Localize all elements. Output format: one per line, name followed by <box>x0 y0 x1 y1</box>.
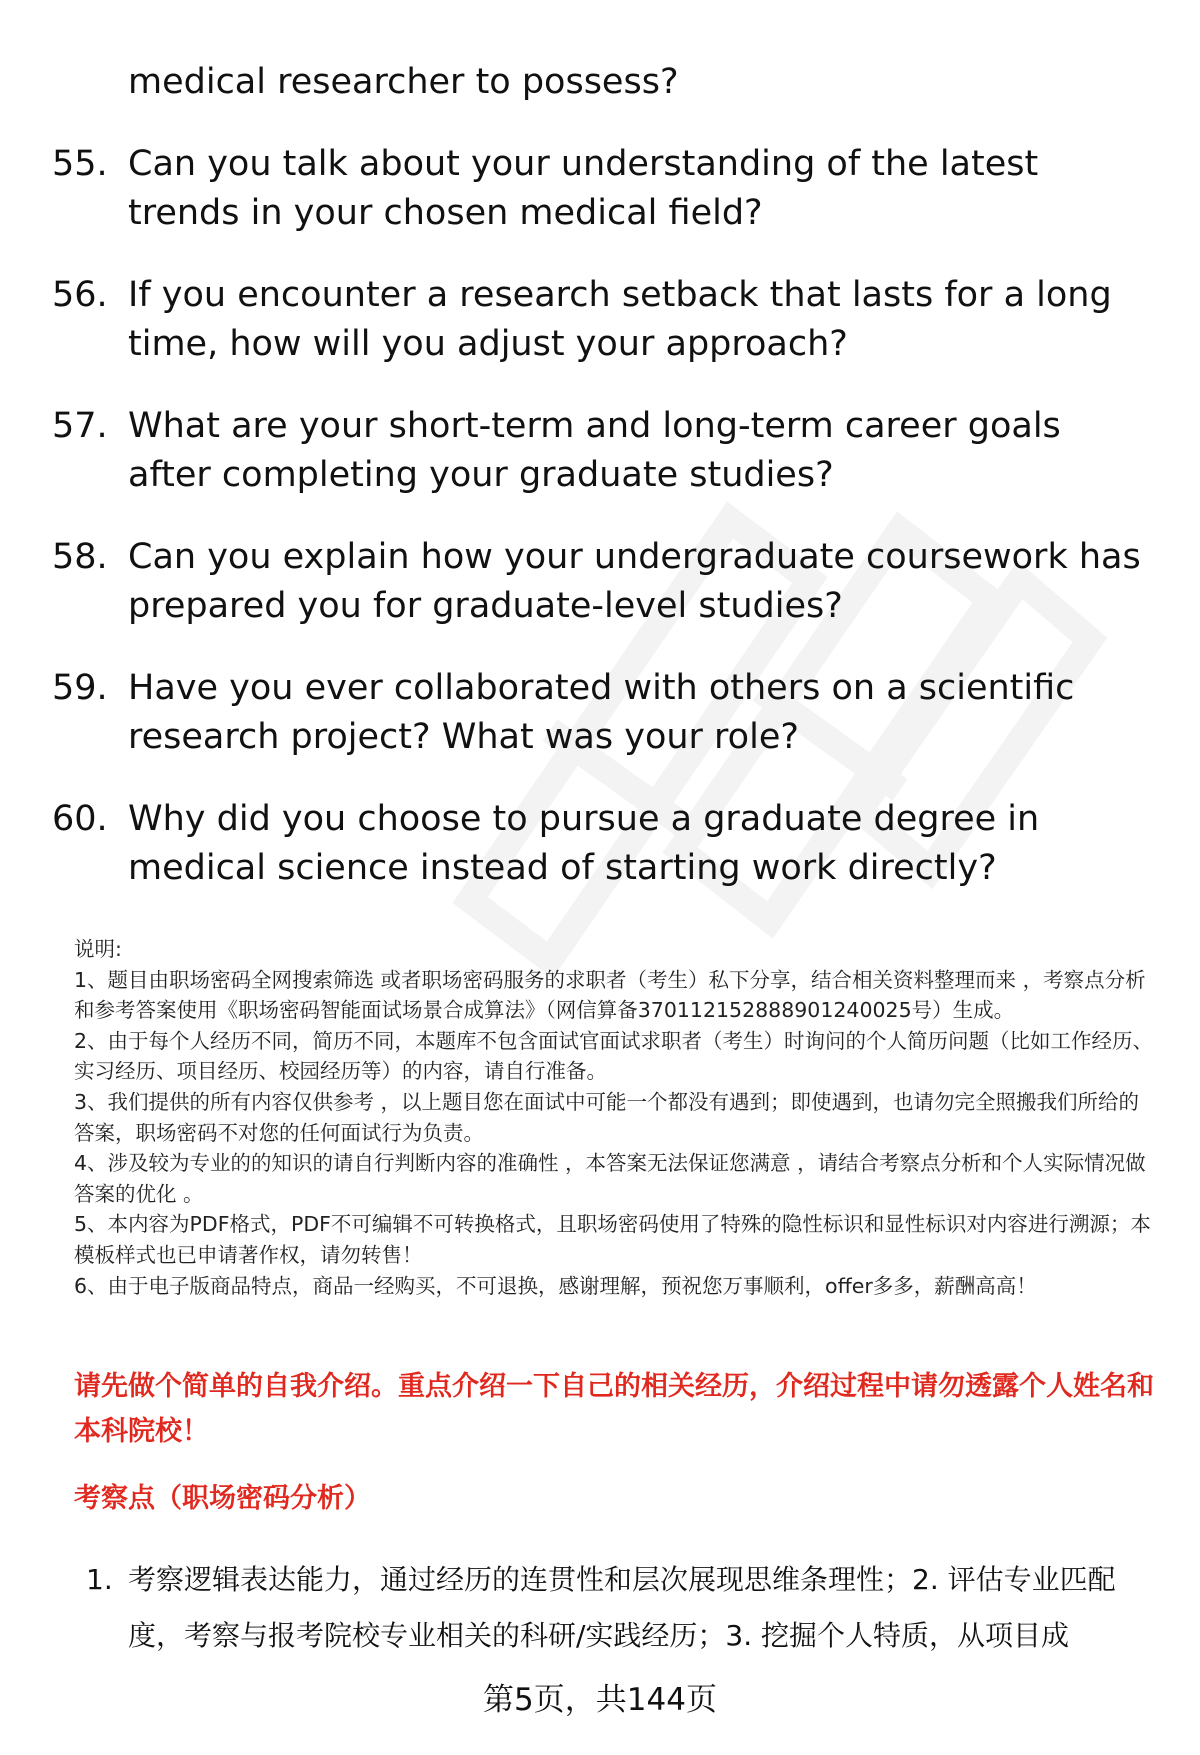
note-item: 3、我们提供的所有内容仅供参考 ，以上题目您在面试中可能一个都没有遇到；即使遇到，也请勿完全照搬我们所给的答案，职场密码不对您的任何面试行为负责。 <box>74 1089 1140 1145</box>
exam-point-item <box>86 1552 1166 1664</box>
question-number: 55. <box>52 144 108 184</box>
question-text: Why did you choose to pursue a graduate degree in medical science instead of starting work directly? <box>128 799 1040 888</box>
question-item <box>52 533 1162 631</box>
question-number: 59. <box>52 668 108 708</box>
question-text: Can you explain how your undergraduate coursework has prepared you for graduate-level studies? <box>128 537 1141 626</box>
notes-section <box>74 934 1159 1301</box>
question-text: If you encounter a research setback that lasts for a long time, how will you adjust your approach? <box>128 275 1112 364</box>
question-item <box>52 795 1162 893</box>
question-continuation: medical researcher to possess? <box>128 62 679 102</box>
question-text: Have you ever collaborated with others on a scientific research project? What was your role? <box>128 668 1075 757</box>
question-number: 56. <box>52 275 108 315</box>
note-item: 6、由于电子版商品特点，商品一经购买，不可退换，感谢理解，预祝您万事顺利，offer多多，薪酬高高！ <box>74 1273 1037 1298</box>
question-number: 58. <box>52 537 108 577</box>
question-text: What are your short-term and long-term career goals after completing your graduate studies? <box>128 406 1061 495</box>
question-number: 57. <box>52 406 108 446</box>
note-item: 1、题目由职场密码全网搜索筛选 或者职场密码服务的求职者（考生）私下分享，结合相关资料整理而来 ，考察点分析和参考答案使用《职场密码智能面试场景合成算法》（网信算备370112152888901240025号）生成。 <box>74 967 1146 1023</box>
question-list <box>52 58 1162 926</box>
question-item <box>52 271 1162 369</box>
interview-question-heading: 请先做个简单的自我介绍。重点介绍一下自己的相关经历，介绍过程中请勿透露个人姓名和本科院校！ <box>74 1371 1154 1447</box>
note-item: 2、由于每个人经历不同，简历不同，本题库不包含面试官面试求职者（考生）时询问的个人简历问题（比如工作经历、实习经历、项目经历、校园经历等）的内容，请自行准备。 <box>74 1028 1154 1084</box>
question-item <box>52 140 1162 238</box>
note-item: 5、本内容为PDF格式，PDF不可编辑不可转换格式，且职场密码使用了特殊的隐性标识和显性标识对内容进行溯源；本模板样式也已申请著作权，请勿转售！ <box>74 1212 1151 1267</box>
exam-points-heading: 考察点（职场密码分析） <box>74 1483 371 1514</box>
question-text: Can you talk about your understanding of the latest trends in your chosen medical field? <box>128 144 1039 233</box>
question-item <box>52 664 1162 762</box>
page-footer: 第5页，共144页 <box>483 1682 717 1718</box>
question-item <box>52 402 1162 500</box>
question-number: 60. <box>52 799 108 839</box>
notes-heading: 说明: <box>74 937 122 961</box>
exam-point-text: 考察逻辑表达能力，通过经历的连贯性和层次展现思维条理性；2. 评估专业匹配度，考察与报考院校专业相关的科研/实践经历；3. 挖掘个人特质，从项目成 <box>128 1563 1116 1652</box>
exam-point-number: 1. <box>86 1563 113 1596</box>
note-item: 4、涉及较为专业的的知识的请自行判断内容的准确性 ，本答案无法保证您满意 ，请结合考察点分析和个人实际情况做答案的优化 。 <box>74 1151 1146 1206</box>
